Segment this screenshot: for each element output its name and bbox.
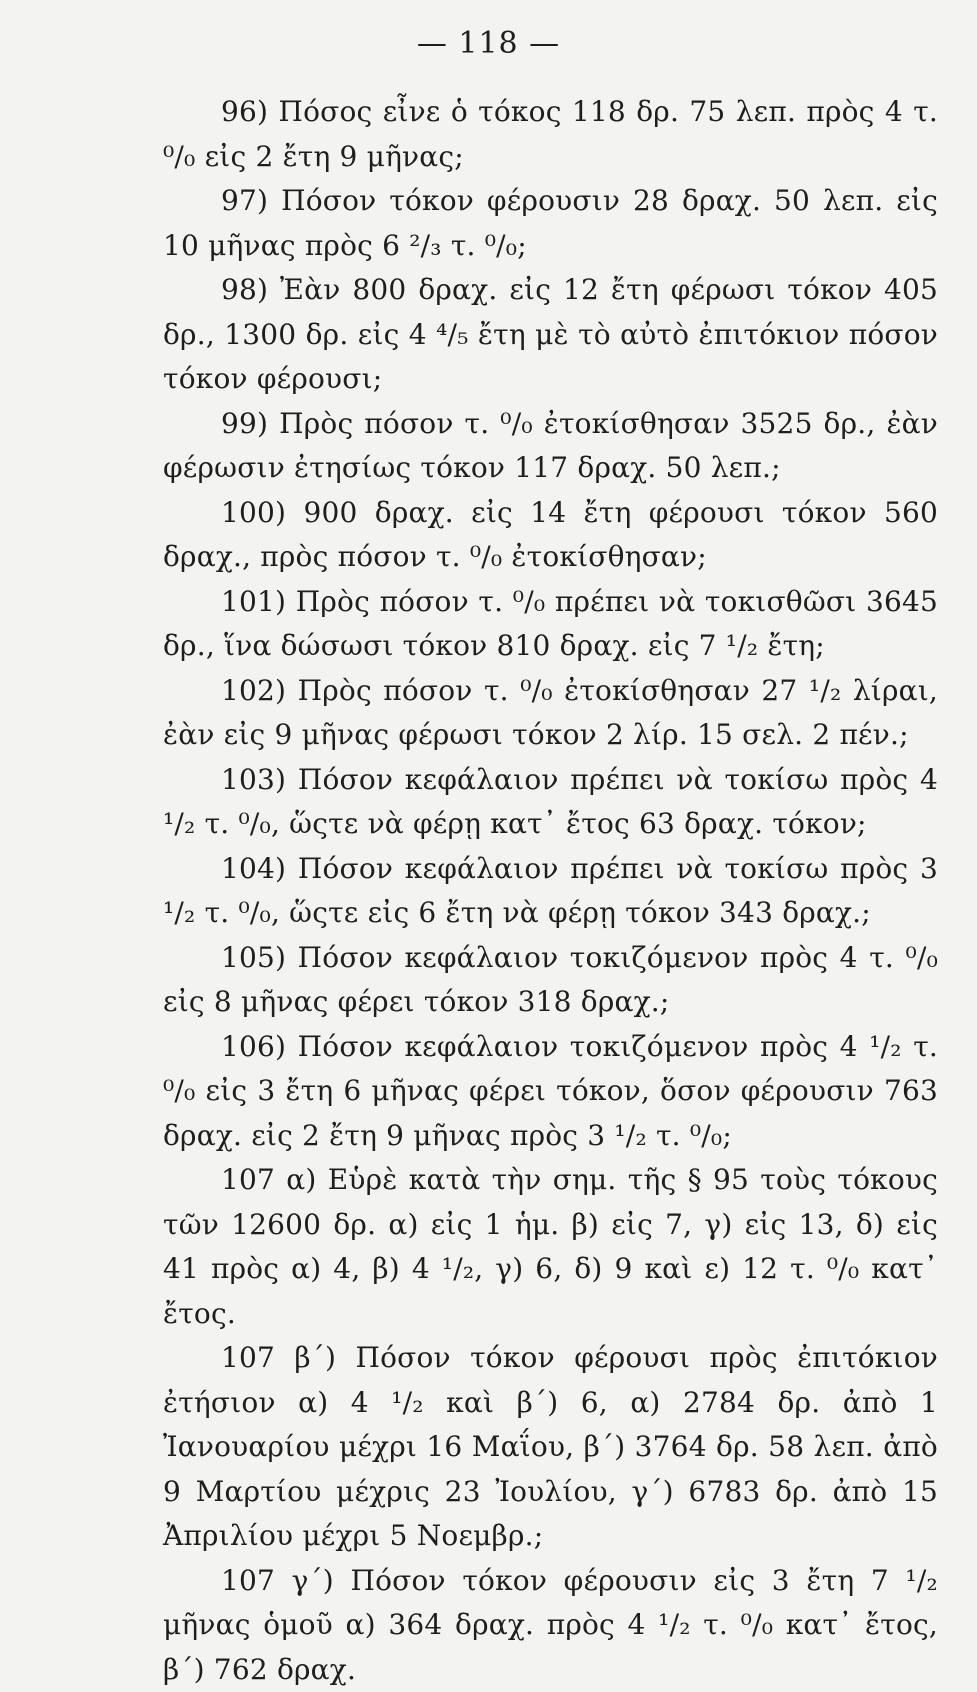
problem-105: 105) Πόσον κεφάλαιον τοκιζόμενον πρὸς 4 τ. ⁰/₀ εἰς 8 μῆνας φέρει τόκον 318 δραχ.; [163,936,938,1025]
problem-97: 97) Πόσον τόκον φέρουσιν 28 δραχ. 50 λεπ. εἰς 10 μῆνας πρὸς 6 ²/₃ τ. ⁰/₀; [163,179,938,268]
problem-100: 100) 900 δραχ. εἰς 14 ἔτη φέρουσι τόκον 560 δραχ., πρὸς πόσον τ. ⁰/₀ ἐτοκίσθησαν; [163,491,938,580]
problem-107a: 107 α) Εὑρὲ κατὰ τὴν σημ. τῆς § 95 τοὺς τόκους τῶν 12600 δρ. α) εἰς 1 ἡμ. β) εἰς 7, γ) εἰς 13, δ) εἰς 41 πρὸς α) 4, β) 4 ¹/₂, γ) 6, δ) 9 καὶ ε) 12 τ. ⁰/₀ κατ᾿ ἔτος. [163,1158,938,1336]
problem-99: 99) Πρὸς πόσον τ. ⁰/₀ ἐτοκίσθησαν 3525 δρ., ἐὰν φέρωσιν ἐτησίως τόκον 117 δραχ. 50 λεπ.; [163,402,938,491]
problem-list [163,90,938,1692]
problem-101: 101) Πρὸς πόσον τ. ⁰/₀ πρέπει νὰ τοκισθῶσι 3645 δρ., ἵνα δώσωσι τόκον 810 δραχ. εἰς 7 ¹/₂ ἔτη; [163,580,938,669]
problem-98: 98) Ἐὰν 800 δραχ. εἰς 12 ἔτη φέρωσι τόκον 405 δρ., 1300 δρ. εἰς 4 ⁴/₅ ἔτη μὲ τὸ αὐτὸ ἐπιτόκιον πόσον τόκον φέρουσι; [163,268,938,402]
problem-106: 106) Πόσον κεφάλαιον τοκιζόμενον πρὸς 4 ¹/₂ τ. ⁰/₀ εἰς 3 ἔτη 6 μῆνας φέρει τόκον, ὅσον φέρουσιν 763 δραχ. εἰς 2 ἔτη 9 μῆνας πρὸς 3 ¹/₂ τ. ⁰/₀; [163,1025,938,1159]
problem-103: 103) Πόσον κεφάλαιον πρέπει νὰ τοκίσω πρὸς 4 ¹/₂ τ. ⁰/₀, ὥςτε νὰ φέρῃ κατ᾿ ἔτος 63 δραχ. τόκον; [163,758,938,847]
problem-104: 104) Πόσον κεφάλαιον πρέπει νὰ τοκίσω πρὸς 3 ¹/₂ τ. ⁰/₀, ὥςτε εἰς 6 ἔτη νὰ φέρῃ τόκον 343 δραχ.; [163,847,938,936]
problem-96: 96) Πόσος εἶνε ὁ τόκος 118 δρ. 75 λεπ. πρὸς 4 τ. ⁰/₀ εἰς 2 ἔτη 9 μῆνας; [163,90,938,179]
problem-107c: 107 γ΄) Πόσον τόκον φέρουσιν εἰς 3 ἔτη 7 ¹/₂ μῆνας ὁμοῦ α) 364 δραχ. πρὸς 4 ¹/₂ τ. ⁰/₀ κατ᾿ ἔτος, β΄) 762 δραχ. [163,1559,938,1692]
page-number: — 118 — [0,26,977,61]
problem-102: 102) Πρὸς πόσον τ. ⁰/₀ ἐτοκίσθησαν 27 ¹/₂ λίραι, ἐὰν εἰς 9 μῆνας φέρωσι τόκον 2 λίρ. 15 σελ. 2 πέν.; [163,669,938,758]
problem-107b: 107 β΄) Πόσον τόκον φέρουσι πρὸς ἐπιτόκιον ἐτήσιον α) 4 ¹/₂ καὶ β΄) 6, α) 2784 δρ. ἀπὸ 1 Ἰανουαρίου μέχρι 16 Μαΐου, β΄) 3764 δρ. 58 λεπ. ἀπὸ 9 Μαρτίου μέχρις 23 Ἰουλίου, γ΄) 6783 δρ. ἀπὸ 15 Ἀπριλίου μέχρι 5 Νοεμβρ.; [163,1336,938,1559]
